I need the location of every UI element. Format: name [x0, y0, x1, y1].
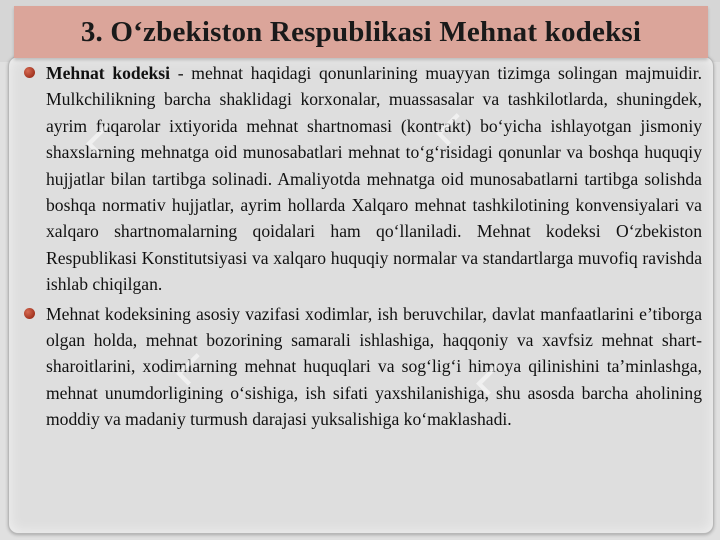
watermark-decoration: ⌐	[411, 88, 484, 161]
bullet-icon	[24, 67, 35, 78]
paragraph-lead-term: Mehnat kodeksi	[46, 63, 171, 83]
watermark-decoration: ⌐	[151, 328, 224, 401]
paragraph-text: Mehnat kodeksining asosiy vazifasi xodimlar, ish beruvchilar, davlat manfaatlarini e’tiborga olgan holda, mehnat bozorining samarali ishlashiga, haqqoniy va xavfsiz mehnat shart-sharoitlarini, xodimlarning mehnat huquqlari va sog‘lig‘i himoya qilinishini ta’minlashga, mehnat unumdorligining o‘sishiga, ish sifati yaxshilanishiga, shu asosda barcha aholining moddiy va madaniy turmush darajasi yuksalishiga ko‘maklashadi.	[46, 303, 702, 430]
body-text	[22, 60, 702, 436]
title-bar	[14, 6, 708, 58]
watermark-decoration: ⌐	[451, 338, 524, 411]
bullet-icon	[24, 308, 35, 319]
watermark-decoration: ⌐	[61, 98, 134, 171]
page-title: 3. O‘zbekiston Respublikasi Mehnat kodeksi	[80, 15, 642, 48]
paragraph-asosiy-vazifa	[22, 301, 702, 433]
paragraph-mehnat-kodeksi	[22, 60, 702, 298]
paragraph-text: - mehnat haqidagi qonunlarining muayyan tizimga solingan majmuidir. Mulkchilikning barcha shaklidagi korxonalar, muassasalar va tashkilotlarda, shuningdek, ayrim fuqarolar ixtiyorida mehnat shartnomasi (kontrakt) bo‘yicha ishlayotgan jismoniy shaxslarning mehnatga oid munosabatlari mehnat to‘g‘risidagi qonunlar va boshqa huquqiy hujjatlar bilan tartibga solinadi. Amaliyotda mehnatga oid munosabatlarni tartibga solishda boshqa normativ hujjatlar, ayrim hollarda Xalqaro mehnat tashkilotining konvensiyalari va xalqaro shartnomalarning qoidalari ham qo‘llaniladi. Mehnat kodeksi O‘zbekiston Respublikasi Konstitutsiyasi va xalqaro huquqiy normalar va standartlarga muvofiq ravishda ishlab chiqilgan.	[46, 63, 703, 295]
